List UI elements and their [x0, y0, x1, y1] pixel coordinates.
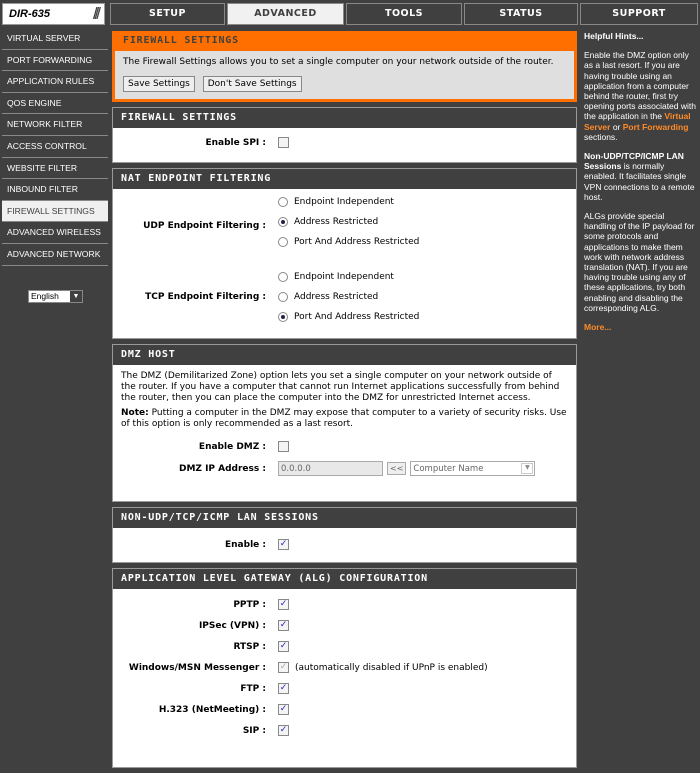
- nat-section: [112, 168, 577, 339]
- note-label: Note:: [121, 408, 149, 418]
- sidebar-item-qos-engine[interactable]: QOS ENGINE: [2, 93, 108, 115]
- intro-text: The Firewall Settings allows you to set a single computer on your network outside of the router.: [123, 57, 554, 67]
- sidebar: [2, 28, 108, 266]
- udp-port-address-restricted-radio[interactable]: [278, 237, 288, 247]
- language-value: English: [31, 291, 59, 301]
- sidebar-item-application-rules[interactable]: APPLICATION RULES: [2, 71, 108, 93]
- save-button[interactable]: Save Settings: [123, 76, 195, 92]
- note-text: Putting a computer in the DMZ may expose that computer to a variety of security risks. Use of this option is only recommended as a last resort.: [121, 408, 567, 429]
- msn-note: (automatically disabled if UPnP is enabled): [295, 662, 488, 673]
- language-select[interactable]: [28, 290, 83, 303]
- option-label: Port And Address Restricted: [294, 237, 420, 247]
- ftp-label: FTP :: [240, 684, 266, 694]
- hint-text: is normally enabled. It facilitates single VPN connections to a remote host.: [584, 161, 695, 202]
- hint-bold: Non-UDP/TCP/ICMP LAN Sessions: [584, 151, 684, 172]
- top-bar: [0, 0, 700, 28]
- dmz-ip-input[interactable]: 0.0.0.0: [278, 461, 383, 476]
- section-title: NAT ENDPOINT FILTERING: [113, 169, 576, 189]
- hint-text: sections.: [584, 131, 618, 142]
- alg-section: [112, 568, 577, 768]
- section-title: DMZ HOST: [113, 345, 576, 365]
- sidebar-item-inbound-filter[interactable]: INBOUND FILTER: [2, 179, 108, 201]
- logo: DIR-635 ///: [2, 3, 105, 25]
- section-title: FIREWALL SETTINGS: [113, 108, 576, 128]
- firewall-section: [112, 107, 577, 163]
- tcp-port-address-restricted-radio[interactable]: [278, 312, 288, 322]
- dont-save-button[interactable]: Don't Save Settings: [203, 76, 302, 92]
- page-title: FIREWALL SETTINGS: [115, 31, 574, 51]
- section-title: APPLICATION LEVEL GATEWAY (ALG) CONFIGURATION: [113, 569, 576, 589]
- model-name: DIR-635: [9, 8, 50, 20]
- section-title: NON-UDP/TCP/ICMP LAN SESSIONS: [113, 508, 576, 528]
- enable-dmz-checkbox[interactable]: [278, 441, 289, 452]
- udp-label: UDP Endpoint Filtering :: [143, 221, 266, 231]
- tab-setup[interactable]: SETUP: [110, 3, 225, 25]
- msn-label: Windows/MSN Messenger :: [128, 663, 266, 673]
- dmz-ip-label: DMZ IP Address :: [178, 464, 266, 474]
- sidebar-item-firewall-settings[interactable]: FIREWALL SETTINGS: [2, 201, 108, 223]
- dmz-section: [112, 344, 577, 502]
- helpful-hints: [580, 28, 700, 344]
- computer-name-select[interactable]: [410, 461, 535, 476]
- option-label: Port And Address Restricted: [294, 312, 420, 322]
- tcp-address-restricted-radio[interactable]: [278, 292, 288, 302]
- tcp-label: TCP Endpoint Filtering :: [145, 292, 266, 302]
- enable-dmz-label: Enable DMZ :: [198, 442, 266, 452]
- lan-enable-checkbox[interactable]: ✓: [279, 539, 288, 549]
- hint-text: Enable the DMZ option only as a last resort. If you are having trouble using an application from a computer behind the router, first try opening ports associated with the application in the: [584, 50, 696, 122]
- udp-endpoint-independent-radio[interactable]: [278, 197, 288, 207]
- tab-status[interactable]: STATUS: [464, 3, 578, 25]
- h323-label: H.323 (NetMeeting) :: [158, 705, 266, 715]
- copy-ip-button[interactable]: <<: [387, 462, 406, 475]
- ipsec-label: IPSec (VPN) :: [198, 621, 266, 631]
- virtual-server-link[interactable]: Virtual Server: [584, 111, 691, 132]
- sidebar-item-port-forwarding[interactable]: PORT FORWARDING: [2, 50, 108, 72]
- chevron-down-icon: ▼: [521, 463, 533, 474]
- sidebar-item-website-filter[interactable]: WEBSITE FILTER: [2, 158, 108, 180]
- tcp-endpoint-independent-radio[interactable]: [278, 272, 288, 282]
- ipsec-checkbox[interactable]: ✓: [279, 620, 288, 630]
- tab-support[interactable]: SUPPORT: [580, 3, 698, 25]
- msn-checkbox: ✓: [279, 662, 288, 672]
- intro-section: [112, 31, 577, 102]
- rtsp-checkbox[interactable]: ✓: [279, 641, 288, 651]
- more-link[interactable]: More...: [584, 322, 612, 333]
- option-label: Endpoint Independent: [294, 272, 394, 282]
- spi-label: Enable SPI :: [205, 138, 266, 148]
- chevron-down-icon: ▼: [70, 291, 82, 302]
- pptp-label: PPTP :: [233, 600, 266, 610]
- port-forwarding-link[interactable]: Port Forwarding: [622, 121, 689, 132]
- sip-label: SIP :: [242, 726, 266, 736]
- lan-enable-label: Enable :: [225, 540, 266, 550]
- rtsp-label: RTSP :: [233, 642, 266, 652]
- sidebar-item-access-control[interactable]: ACCESS CONTROL: [2, 136, 108, 158]
- pptp-checkbox[interactable]: ✓: [279, 599, 288, 609]
- tab-advanced[interactable]: ADVANCED: [227, 3, 344, 25]
- hint-lan: [584, 151, 696, 202]
- option-label: Endpoint Independent: [294, 197, 394, 207]
- hint-alg: ALGs provide special handling of the IP payload for some protocols and applications to make them work with network address translation (NAT). If you are having trouble using any of these applications, try both enabling and disabling the corresponding ALG.: [584, 211, 695, 313]
- main-content: [112, 28, 577, 773]
- tab-tools[interactable]: TOOLS: [346, 3, 462, 25]
- sidebar-item-virtual-server[interactable]: VIRTUAL SERVER: [2, 28, 108, 50]
- select-placeholder: Computer Name: [413, 464, 484, 474]
- sidebar-item-advanced-wireless[interactable]: ADVANCED WIRELESS: [2, 222, 108, 244]
- lan-sessions-section: [112, 507, 577, 563]
- hint-text: or: [610, 121, 623, 132]
- dmz-description: The DMZ (Demilitarized Zone) option lets you set a single computer on your network outside of the router. If you have a computer that cannot run Internet applications successfully from behind the router, then you can place the computer into the DMZ for unrestricted Internet access.: [121, 371, 560, 403]
- option-label: Address Restricted: [294, 292, 379, 302]
- h323-checkbox[interactable]: ✓: [279, 704, 288, 714]
- sidebar-item-network-filter[interactable]: NETWORK FILTER: [2, 114, 108, 136]
- hint-dmz: [584, 50, 696, 142]
- sidebar-item-advanced-network[interactable]: ADVANCED NETWORK: [2, 244, 108, 266]
- dmz-note: [113, 408, 576, 434]
- udp-address-restricted-radio[interactable]: [278, 217, 288, 227]
- option-label: Address Restricted: [294, 217, 379, 227]
- sip-checkbox[interactable]: ✓: [279, 725, 288, 735]
- ftp-checkbox[interactable]: ✓: [279, 683, 288, 693]
- hints-title: Helpful Hints...: [584, 31, 644, 41]
- spi-checkbox[interactable]: [278, 137, 289, 148]
